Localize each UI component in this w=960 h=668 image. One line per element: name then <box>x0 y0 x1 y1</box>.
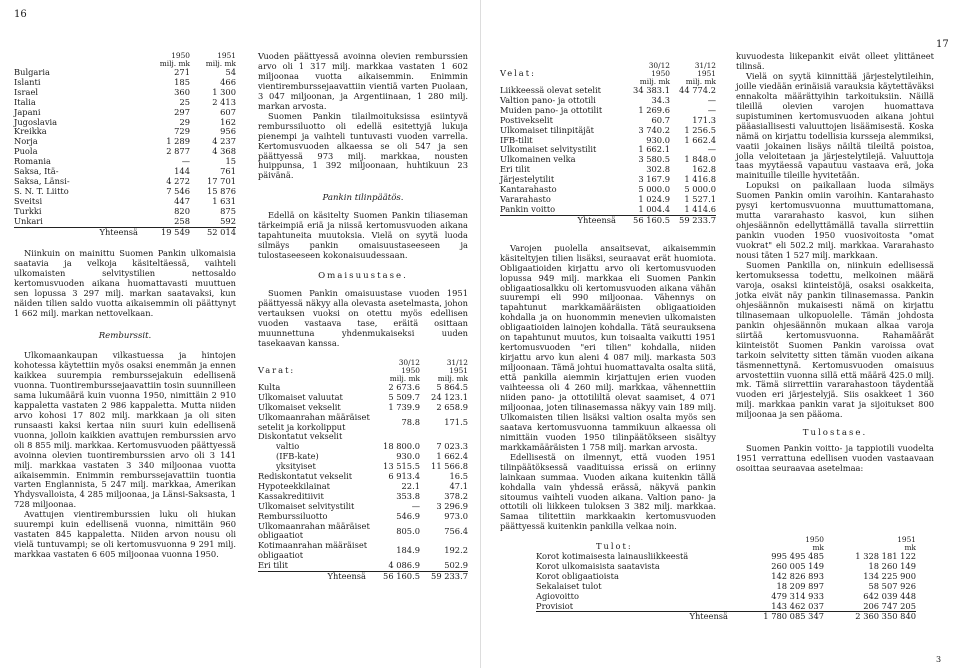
velat-header-1950-date: 30/12 <box>648 61 670 70</box>
table-cell-v1950: 302.8 <box>646 164 670 175</box>
table-cell-v1950: 447 <box>174 195 190 206</box>
varat-total-label: Yhteensä <box>258 572 370 582</box>
tulot-total-label: Yhteensä <box>536 612 732 622</box>
table-row <box>14 217 236 227</box>
tulot-total-row <box>536 612 916 622</box>
heading-tilinpaatos: Pankin tilinpäätös. <box>322 193 404 204</box>
table-cell-v1950: 5 000.0 <box>638 184 670 195</box>
table-cell-v1951: 1 527.1 <box>684 193 716 204</box>
col4-paragraph-5: Suomen Pankin voitto- ja tappiotili vuodelta 1951 verrattuna edellisen vuoden vastaavaan osoittaa seuraavaa asetelmaa: <box>736 443 934 474</box>
velat-title: Velat: <box>500 68 536 79</box>
table-cell-label: (IFB-kate) <box>276 451 319 462</box>
table-cell-v1950: 271 <box>174 67 190 77</box>
table-cell-label: Vararahasto <box>500 193 551 204</box>
table-cell-label: Eri tilit <box>500 164 530 175</box>
table-cell-label: Jugoslavia <box>14 116 58 127</box>
table-cell-v1950: 2 877 <box>166 146 190 157</box>
table-cell-v1951: 1 414.6 <box>684 203 716 214</box>
velat-header-1951-year: 1951 <box>697 69 716 78</box>
right-column-2 <box>736 52 934 474</box>
table-cell-label: Italia <box>14 96 36 107</box>
table-cell-v1951: 2 413 <box>212 96 236 107</box>
table-cell-label: Ulkomaiset valuutat <box>258 391 343 402</box>
country-table <box>14 52 236 237</box>
table-cell-v1950: 60.7 <box>651 114 670 125</box>
table-cell-label: Eri tilit <box>258 560 288 571</box>
varat-header-1951-unit: milj. mk <box>437 373 468 383</box>
table-cell-label: Korot obligaatioista <box>536 570 619 581</box>
table-cell-v1951: 1 416.8 <box>684 174 716 185</box>
table-cell-v1950: 360 <box>174 86 190 97</box>
country-header-1950-year: 1950 <box>171 51 190 60</box>
table-cell-v1951: 11 566.8 <box>431 461 468 472</box>
table-cell-v1951: 3 296.9 <box>436 500 468 511</box>
table-cell-label: Puola <box>14 146 38 157</box>
table-cell-v1950: 805.0 <box>396 525 420 536</box>
table-row <box>536 582 916 592</box>
table-cell-v1950: 25 <box>179 96 190 107</box>
table-cell-label: Ulkomaiset selvitystilit <box>500 144 597 155</box>
table-cell-v1950: 6 913.4 <box>388 471 420 482</box>
table-cell-v1950: 142 826 893 <box>771 570 824 581</box>
table-cell-label: Kantarahasto <box>500 184 557 195</box>
table-cell-label: Provisiot <box>536 600 574 611</box>
right-column-1 <box>500 62 716 532</box>
tulot-title: Tulot: <box>596 541 633 552</box>
table-cell-v1951: 378.2 <box>444 490 468 501</box>
table-cell-v1950: 1 004.4 <box>638 203 670 214</box>
table-cell-v1951: 47.1 <box>449 480 468 491</box>
col4-paragraph-4: Suomen Pankilla on, niinkuin edellisessä kertomuksessa todettu, melkoinen määrä varoja, osaksi kiinteistöjä, osaksi osakkeita, jotka eivät näy pankin tilinasemassa. Pankin ohjesäännön mukaisesti nämä on kirjattu tilinasemaan ulkopuolelle. Tämän johdosta pankin ohjesäännön mukaan alkaa varoja siirtää kertomusvuonna. Rahamäärät kiinteistöt Suomen Pankin varoissa ovat tarkoin selvitetty sitten tämän vuoden aikana täsmennettynä. Kertomusvuoden omaisuus arvostettiin vuonna sillä että määrä 425.0 milj. mk. Tämä siirrettiin vararahastoon täydentää vuoden eri järjestelyjä. Siis osakkeet 1 360 milj. markkaa pankin varat ja sijoitukset 800 miljoonaa ja sen pääoma. <box>736 260 934 420</box>
table-cell-label: Kreikka <box>14 126 47 137</box>
velat-total-label: Yhteensä <box>500 215 620 225</box>
page-number-right: 17 <box>936 39 949 50</box>
table-cell-v1950: 18 800.0 <box>383 441 420 452</box>
col4-paragraph-3: Lopuksi on paikallaan luoda silmäys Suomen Pankin omiin varoihin. Kantarahasto pysyi kertomusvuonna muuttumattomana, mutta vararahasto kasvoi, kun siihen ohjesäännön edellyttämällä tavalla siirrettiin pankin vuoden 1950 vuosivoitosta "omat vuokrat" eli 502.2 milj. markkaa. Vararahasto nousi täten 1 527 milj. markkaan. <box>736 180 934 261</box>
table-cell-v1951: 592 <box>220 215 236 226</box>
table-cell-label: Pankin voitto <box>500 203 556 214</box>
table-cell-v1951: 1 848.0 <box>684 154 716 165</box>
velat-table-body <box>500 86 716 215</box>
varat-table-body <box>258 383 468 572</box>
table-row <box>14 137 236 147</box>
table-cell-v1950: 184.9 <box>396 545 420 556</box>
country-header-1951-year: 1951 <box>217 51 236 60</box>
table-cell-v1950: 22.1 <box>401 480 420 491</box>
table-cell-label: Postivekselit <box>500 114 553 125</box>
table-cell-label: Israel <box>14 86 39 97</box>
col2-paragraph-2: Suomen Pankin tilailmoituksissa esiintyvä remburssiluotto oli edellä esitettyjä lukuja pienempi ja vaihteli tuntuvasti vuoden varrella. Kertomusvuoden alkaessa se oli 547 ja sen päättyessä 973 milj. markkaa, nousten huippunsa, 1 392 miljoonaan, huhtikuun 23 päivänä. <box>258 110 468 181</box>
table-cell-v1951: 134 225 900 <box>863 570 916 581</box>
table-cell-label: Islanti <box>14 76 41 87</box>
table-cell-v1951: — <box>707 94 716 105</box>
table-cell-v1950: 258 <box>174 215 190 226</box>
table-cell-v1950: 144 <box>174 166 190 177</box>
tulot-total-1950: 1 780 085 347 <box>732 612 824 622</box>
varat-header-1951-year: 1951 <box>449 365 468 375</box>
table-cell-v1950: — <box>411 500 420 511</box>
table-row <box>14 187 236 197</box>
country-total-label: Yhteensä <box>14 227 142 237</box>
col3-paragraph-2: Edellisestä on ilmennyt, että vuoden 1951 tilinpäätöksessä vaadituissa erissä on eriinny lainkaan summaa. Vuoden aikana kuitenkin tällä kohdalla vain yhdessä erässä, näkyvä pankin sitoumus vaihteli vuoden aikana. Valtion pano- ja ottotili oli liikkeen tuloksen 3 382 milj. markkaa. Samaa tilitettiin markkaakin kertomusvuoden päättyessä kuitenkin pankilla velkaa noin. <box>500 451 716 532</box>
table-cell-label: Hypoteekkilainat <box>258 480 330 491</box>
table-row <box>14 127 236 137</box>
table-cell-v1951: 1 256.5 <box>684 124 716 135</box>
table-cell-v1951: 206 747 205 <box>863 600 916 611</box>
table-cell-v1951: 15 876 <box>206 185 236 196</box>
table-row <box>536 602 916 612</box>
table-cell-v1950: — <box>181 156 190 167</box>
heading-tulostase: Tulostase. <box>802 428 868 439</box>
table-cell-v1951: 466 <box>220 76 236 87</box>
table-cell-v1951: 761 <box>220 166 236 177</box>
table-cell-label: Ulkomaiset selvitystilit <box>258 500 355 511</box>
table-cell-v1950: 1 269.6 <box>638 104 670 115</box>
table-cell-label: Liikkeessä olevat setelit <box>500 85 602 95</box>
table-row <box>14 78 236 88</box>
varat-header-1951-date: 31/12 <box>446 357 468 367</box>
velat-header-1951-date: 31/12 <box>694 61 716 70</box>
table-row <box>258 413 468 433</box>
table-row <box>14 68 236 78</box>
table-row <box>500 205 716 215</box>
table-cell-label: Ulkomaiset vekselit <box>258 401 341 412</box>
table-cell-label: Ulkomaanrahan määräiset obligaatiot <box>258 520 370 541</box>
table-cell-label: Korot kotimaisesta lainausliikkeestä <box>536 551 689 561</box>
table-cell-v1951: 956 <box>220 126 236 137</box>
table-cell-label: Ulkomaiset tilinpitäjät <box>500 124 595 135</box>
table-cell-v1950: 34.3 <box>651 94 670 105</box>
varat-table <box>258 359 468 582</box>
table-cell-v1951: 4 237 <box>212 136 236 147</box>
table-cell-v1951: 16.5 <box>449 471 468 482</box>
country-header-1950-unit: milj. mk <box>159 59 190 68</box>
table-cell-v1950: 1 024.9 <box>638 193 670 204</box>
country-total-1950: 19 549 <box>142 227 190 237</box>
table-cell-label: Turkki <box>14 205 42 216</box>
table-cell-v1950: 4 086.9 <box>388 560 420 571</box>
table-cell-v1951: 54 <box>225 67 236 77</box>
table-cell-label: Saksa, Länsi- <box>14 175 70 186</box>
col1-paragraph-3: Avattujen vientiremburssien luku oli hiukan suurempi kuin edellisenä vuonna, nimittäin 960 vastaten 845 kappaletta. Niiden arvon nousu oli vielä tuntuvampi; se oli kertomusvuonna 9 291 milj. markkaa vastaten 6 605 miljoonaa vuonna 1950. <box>14 509 236 560</box>
page-number-left: 16 <box>14 9 27 20</box>
varat-header-1950-unit: milj. mk <box>389 373 420 383</box>
table-cell-label: Bulgaria <box>14 67 50 77</box>
varat-total-1951: 59 233.7 <box>420 572 468 582</box>
velat-header-1951-unit: milj. mk <box>685 77 716 86</box>
velat-total-1950: 56 160.5 <box>620 215 670 225</box>
country-table-body <box>14 68 236 227</box>
velat-header-1950-year: 1950 <box>651 69 670 78</box>
table-cell-label: Norja <box>14 136 38 147</box>
table-cell-v1950: 185 <box>174 76 190 87</box>
table-cell-label: Ulkomainen velka <box>500 154 576 165</box>
varat-total-1950: 56 160.5 <box>370 572 420 582</box>
table-cell-v1950: 29 <box>179 116 190 127</box>
col4-paragraph-1: kuvuodesta liikepankit eivät olleet ylittäneet tilinsä. <box>736 51 934 71</box>
table-cell-v1950: 297 <box>174 106 190 117</box>
varat-title: Varat: <box>258 364 296 375</box>
tulot-header-1951-year: 1951 <box>897 535 916 544</box>
table-cell-label: Valtion pano- ja ottotili <box>500 94 596 105</box>
table-cell-v1951: 875 <box>220 205 236 216</box>
tulot-header-1951-unit: mk <box>904 543 916 552</box>
table-cell-v1950: 930.0 <box>646 134 670 145</box>
tulot-total-1951: 2 360 350 840 <box>824 612 916 622</box>
table-cell-v1950: 479 314 933 <box>771 590 824 601</box>
country-total-1951: 52 014 <box>190 227 236 237</box>
table-cell-label: Sveitsi <box>14 195 43 206</box>
country-total-row <box>14 227 236 237</box>
table-cell-v1950: 820 <box>174 205 190 216</box>
table-cell-v1950: 1 662.1 <box>638 144 670 155</box>
col3-paragraph-1: Varojen puolella ansaitsevat, aikaisemmin käsiteltyjen tilien lisäksi, seuraavat erät huomiota. Obligaatioiden kirjattu arvo oli kertomusvuoden lopussa 949 milj. markkaa eli Suomen Pankin obligaatiosalkku oli kertomusvuoden aikana vähän suurempi eli 990 miljoonaa. Vähennys on tapahtunut markkamääräisten obligaatioiden kohdalla ja on huonommin menevien ulkomaisten obligaatioiden lainojen kohdalla. Tätä seurauksena on tapahtunut muutos, kun toisaalta vaikutti 1951 kertomusvuoden "eri tilien" kohdalla, niiden kirjattu arvo kun aleni 4 087 milj. markasta 503 miljoonaan. Tämä johtui huomattavalta osalta siitä, että pankilla aiemmin kirjattujen erien vuoden vaihteessa oli 4 260 milj. markkaa, vähennettiin niiden pano- ja ottotililtä olevat saamiset, 4 071 miljoonaa, joten tilinasemassa näkyy vain 189 milj. Ulkomaisten tilien lisäksi valtion osalta myös sen saatava kertomusvuonna tammikuun alkaessa oli nimittäin vuoden 1950 tilinpäätökseen sisältyy markkamääräisten 1 758 milj. markan arvosta. <box>500 242 716 452</box>
heading-omaisuustase: Omaisuustase. <box>318 271 408 282</box>
table-cell-v1950: 143 462 037 <box>771 600 824 611</box>
table-cell-label: Muiden pano- ja ottotilit <box>500 104 603 115</box>
table-row <box>14 88 236 98</box>
table-cell-v1950: 34 383.1 <box>633 85 670 95</box>
table-row <box>14 118 236 128</box>
table-cell-v1950: 1 739.9 <box>388 401 420 412</box>
table-cell-v1950: 930.0 <box>396 451 420 462</box>
table-cell-v1950: 260 005 149 <box>771 560 824 571</box>
table-cell-v1951: 24 123.1 <box>431 391 468 402</box>
table-cell-v1951: 502.9 <box>444 560 468 571</box>
left-column-2 <box>258 52 468 582</box>
table-cell-v1950: 13 515.5 <box>383 461 420 472</box>
table-cell-label: Sekalaiset tulot <box>536 580 602 591</box>
table-cell-v1950: 729 <box>174 126 190 137</box>
table-cell-v1950: 3 580.5 <box>638 154 670 165</box>
table-cell-v1951: 162.8 <box>692 164 716 175</box>
table-cell-v1951: 7 023.3 <box>436 441 468 452</box>
table-cell-v1951: 17 701 <box>206 175 236 186</box>
table-cell-v1951: 5 000.0 <box>684 184 716 195</box>
country-header-1951-unit: milj. mk <box>205 59 236 68</box>
table-cell-label: Japani <box>14 106 41 117</box>
table-cell-v1951: 171.5 <box>444 416 468 427</box>
table-cell-v1951: 2 658.9 <box>436 401 468 412</box>
table-cell-label: Unkari <box>14 215 43 226</box>
table-cell-v1950: 7 546 <box>166 185 190 196</box>
tulot-header-1950-unit: mk <box>812 543 824 552</box>
table-cell-v1951: 973.0 <box>444 510 468 521</box>
varat-header-1950-date: 30/12 <box>398 357 420 367</box>
tulot-table <box>536 536 916 622</box>
table-cell-v1950: 353.8 <box>396 490 420 501</box>
table-cell-v1950: 4 272 <box>166 175 190 186</box>
table-cell-v1951: 642 039 448 <box>863 590 916 601</box>
page-gutter <box>480 0 481 668</box>
table-cell-label: yksityiset <box>276 461 316 472</box>
table-cell-v1951: 5 864.5 <box>436 381 468 392</box>
velat-header-1950-unit: milj. mk <box>639 77 670 86</box>
table-cell-v1950: 1 289 <box>166 136 190 147</box>
table-cell-v1951: 15 <box>225 156 236 167</box>
varat-total-row <box>258 572 468 582</box>
table-cell-v1951: 1 662.4 <box>436 451 468 462</box>
table-cell-v1950: 78.8 <box>401 416 420 427</box>
table-cell-v1950: 18 209 897 <box>776 580 824 591</box>
table-row <box>258 522 468 542</box>
table-cell-v1951: 1 662.4 <box>684 134 716 145</box>
table-cell-v1950: 5 509.7 <box>388 391 420 402</box>
velat-table <box>500 62 716 226</box>
table-row <box>14 197 236 207</box>
table-cell-label: Kotimaanrahan määräiset obligaatiot <box>258 540 368 561</box>
table-cell-v1951: 4 368 <box>212 146 236 157</box>
tulot-header-1950-year: 1950 <box>805 535 824 544</box>
table-cell-v1951: 162 <box>220 116 236 127</box>
table-cell-label: IFB-tilit <box>500 134 533 145</box>
table-cell-v1951: — <box>707 144 716 155</box>
velat-total-row <box>500 215 716 225</box>
left-column-1 <box>14 52 236 560</box>
table-cell-v1951: 607 <box>220 106 236 117</box>
table-row <box>258 561 468 571</box>
table-cell-label: Romania <box>14 156 51 167</box>
col2-paragraph-3: Edellä on käsitelty Suomen Pankin tiliaseman tärkeimpiä eriä ja niissä kertomusvuoden aikana tapahtuneita muutoksia. Vielä on syytä luoda silmäys pankin omaisuustaseeseen ja tulostaseeseen kokonaisuudessaan. <box>258 210 468 261</box>
table-cell-v1950: 995 495 485 <box>771 551 824 561</box>
table-cell-label: Agiovoitto <box>536 590 579 601</box>
col1-paragraph-1: Niinkuin on mainittu Suomen Pankin ulkomaisia saatavia ja velkoja käsiteltäessä, vaihteli ulkomaisten selvitystilien nettosaldo kertomusvuoden aikana huomattavasti muuttuen sen lopussa 3 297 milj. markan saatavaksi, kun näiden tilien saldo vuotta aikaisemmin oli päättynyt 1 662 milj. markan nettovelkaan. <box>14 248 236 319</box>
table-cell-v1950: 546.9 <box>396 510 420 521</box>
table-cell-v1951: 756.4 <box>444 525 468 536</box>
table-cell-v1951: 1 631 <box>212 195 236 206</box>
table-cell-label: Diskontatut vekselit <box>258 431 343 442</box>
table-cell-v1951: — <box>707 104 716 115</box>
velat-total-1951: 59 233.7 <box>670 215 716 225</box>
table-cell-label: Rediskontatut vekselit <box>258 471 353 482</box>
table-cell-v1951: 58 507 926 <box>868 580 916 591</box>
page-footer-number: 3 <box>936 655 942 664</box>
table-cell-v1951: 44 774.2 <box>679 85 716 95</box>
varat-header-1950-year: 1950 <box>401 365 420 375</box>
col2-paragraph-1: Vuoden päättyessä avoinna olevien remburssien arvo oli 1 317 milj. markkaa vastaten 1 602 miljoonaa vuotta aikaisemmin. Enimmin vientiremburssejaavattiin vientiä varten Puolaan, 3 047 miljoonan, ja Argentiinaan, 1 280 milj. markan arvosta. <box>258 51 468 111</box>
table-row <box>14 207 236 217</box>
table-cell-v1950: 3 740.2 <box>638 124 670 135</box>
table-cell-label: Ulkomaanrahan määräiset setelit ja korkolipput <box>258 411 370 432</box>
table-cell-label: S. N. T. Liitto <box>14 185 69 196</box>
table-cell-label: Korot ulkomaisista saatavista <box>536 560 660 571</box>
table-cell-v1951: 1 300 <box>212 86 236 97</box>
table-cell-label: Kassakreditiivit <box>258 490 324 501</box>
table-row <box>14 98 236 108</box>
table-cell-v1950: 3 167.9 <box>638 174 670 185</box>
table-cell-label: Remburssiluotto <box>258 510 328 521</box>
tulot-section <box>536 536 916 622</box>
table-cell-v1951: 192.2 <box>444 545 468 556</box>
col1-paragraph-2: Ulkomaankaupan vilkastuessa ja hintojen kohotessa käytettiin myös osaksi enemmän ja ennen kaikkea suurempia remburssejakuin edellisenä vuonna. Tuontiremburssejaavattiin tosin suunnilleen sama lukumäärä kuin vuonna 1950, nimittäin 2 910 kappaletta vastaten 2 986 kappaletta. Mutta niiden arvo kohosi 17 802 milj. markkaan ja oli siten runsaasti kaksi kertaa niin suuri kuin edellisenä vuonna, jolloin kaikkien avattujen remburssien arvo oli 8 855 milj. markkaa. Kertomusvuoden päättyessä avoinna olevien tuontiremburssien arvo oli 3 141 milj. markkaa vastaten 3 340 miljoonaa vuotta aikaisemmin. Enimmin remburssejavattiin tuontia varten Englannista, 5 247 milj. markkaa, Amerikan Yhdysvalloista, 4 285 miljoonaa, ja Länsi-Saksasta, 1 728 miljoonaa. <box>14 350 236 510</box>
table-cell-label: Kulta <box>258 381 281 392</box>
table-cell-v1951: 171.3 <box>692 114 716 125</box>
table-cell-v1950: 2 673.6 <box>388 381 420 392</box>
table-cell-label: Järjestelytilit <box>500 174 555 185</box>
table-cell-v1951: 18 260 149 <box>868 560 916 571</box>
table-cell-v1951: 1 328 181 122 <box>855 551 916 561</box>
col4-paragraph-2: Vielä on syytä kiinnittää järjestelytileihin, joille viedään erinäisiä varauksia käytettäväksi ennakolta määrättyihin tarkoituksiin. Näillä tileillä olevien varojen huomattava supistuminen kertomusvuoden aikana johtui pääasiallisesti valuuttojen lisäämisestä. Koska nämä on kirjattu todellisia kursseja alemmiksi, vaatii jokainen lisäys näiltä tileiltä poistoa, jolla veloitetaan ja järjestelytilejä. Valuuttoja taas myytäessä vapautuu vastaava erä, joka mainituille tileille hyvitetään. <box>736 70 934 181</box>
table-cell-label: valtio <box>276 441 300 452</box>
table-row <box>536 592 916 602</box>
col2-paragraph-4: Suomen Pankin omaisuustase vuoden 1951 päättyessä näkyy alla olevasta asetelmasta, johon vertauksen vuoksi on otettu myös edellisen vuoden vastaava tase, eräitä osittaan muunnettuna yhdenmukaiseksi uuden tasekaavan kanssa. <box>258 288 468 348</box>
table-row <box>500 155 716 165</box>
table-cell-label: Saksa, Itä- <box>14 166 59 177</box>
tulot-table-body <box>536 552 916 612</box>
table-row <box>258 541 468 561</box>
heading-remburssit: Remburssit. <box>98 331 152 342</box>
